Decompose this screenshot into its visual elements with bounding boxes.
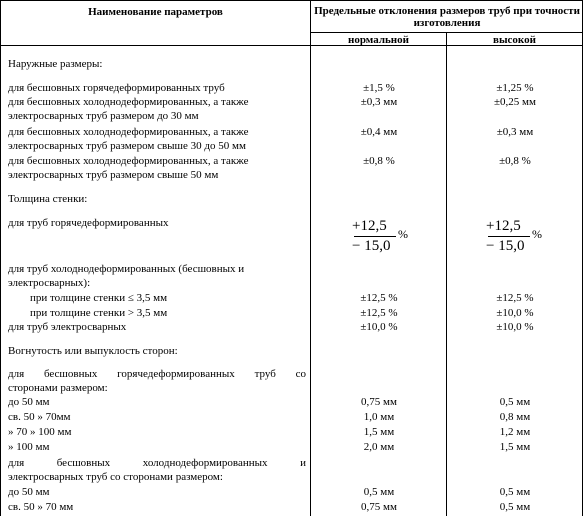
param-row-text: св. 50 » 70 мм: [8, 501, 74, 513]
param-row-text: для труб холоднодеформированных (бесшовных и: [8, 263, 245, 275]
section-wall-thickness: Толщина стенки:: [8, 193, 88, 205]
column-divider-params: [310, 0, 311, 516]
param-row-text: сторонами размером:: [8, 382, 108, 394]
param-row-text: для бесшовных горячедеформированных труб: [8, 82, 225, 94]
param-row-text: для бесшовных холоднодеформированных, а также: [8, 96, 249, 108]
fraction-high: [486, 218, 583, 258]
param-row-text: для бесшовных холоднодеформированных, а также: [8, 155, 249, 167]
header-high: высокой: [493, 34, 536, 46]
high-value: ±1,25 %: [496, 82, 534, 94]
param-row-text: для бесшовных холоднодеформированных и: [8, 457, 306, 469]
normal-value: ±1,5 %: [363, 82, 395, 94]
param-row-text: для бесшовных горячедеформированных труб со: [8, 368, 306, 380]
param-row-text: электросварных труб размером свыше 30 до 50 мм: [8, 140, 246, 152]
fraction-bar: [354, 236, 396, 237]
normal-value: 1,5 мм: [363, 426, 395, 438]
high-value: ±0,3 мм: [496, 126, 534, 138]
table-border-left: [0, 0, 1, 516]
param-row-text: до 50 мм: [8, 486, 50, 498]
high-value: ±0,8 %: [499, 155, 531, 167]
fraction-bar: [488, 236, 530, 237]
param-row-text: для труб электросварных: [8, 321, 127, 333]
high-value: 0,8 мм: [499, 411, 531, 423]
high-value: 0,5 мм: [499, 501, 531, 513]
normal-value: ±0,8 %: [363, 155, 395, 167]
param-row-text: электросварных труб размером до 30 мм: [8, 110, 199, 122]
normal-value: ±0,4 мм: [360, 126, 398, 138]
param-row-text: электросварных):: [8, 277, 91, 289]
high-value: ±10,0 %: [496, 307, 534, 319]
normal-value: ±12,5 %: [360, 292, 398, 304]
fraction-lower: − 15,0: [486, 238, 525, 254]
header-divider-subcolumns: [310, 32, 583, 33]
normal-value: 0,75 мм: [361, 396, 397, 408]
fraction-unit: %: [398, 227, 408, 241]
fraction-unit: %: [532, 227, 542, 241]
param-row-text: для бесшовных холоднодеформированных, а также: [8, 126, 249, 138]
high-value: ±12,5 %: [496, 292, 534, 304]
normal-value: ±10,0 %: [360, 321, 398, 333]
param-row-text: электросварных труб размером свыше 50 мм: [8, 169, 219, 181]
normal-value: 0,5 мм: [363, 486, 395, 498]
normal-value: ±12,5 %: [360, 307, 398, 319]
param-row-text: до 50 мм: [8, 396, 50, 408]
header-deviation: Предельные отклонения размеров труб при точности изготовления: [314, 5, 580, 29]
header-normal: нормальной: [348, 34, 409, 46]
param-row-text: св. 50 » 70мм: [8, 411, 71, 423]
column-divider-accuracy: [446, 32, 447, 516]
normal-value: ±0,3 мм: [360, 96, 398, 108]
normal-value: 2,0 мм: [363, 441, 395, 453]
section-outer-dimensions: Наружные размеры:: [8, 58, 103, 70]
high-value: 1,5 мм: [499, 441, 531, 453]
fraction-normal: [352, 218, 472, 258]
header-params: Наименование параметров: [88, 6, 223, 18]
normal-value: 1,0 мм: [363, 411, 395, 423]
param-row-text: при толщине стенки ≤ 3,5 мм: [30, 292, 168, 304]
fraction-upper: +12,5: [486, 218, 521, 234]
high-value: 0,5 мм: [499, 486, 531, 498]
table-border-top: [0, 0, 583, 1]
param-row-text: электросварных труб со сторонами размером:: [8, 471, 223, 483]
fraction-upper: +12,5: [352, 218, 387, 234]
high-value: 0,5 мм: [499, 396, 531, 408]
high-value: 1,2 мм: [499, 426, 531, 438]
param-row-text: » 70 » 100 мм: [8, 426, 72, 438]
param-row-text: » 100 мм: [8, 441, 50, 453]
high-value: ±0,25 мм: [494, 96, 536, 108]
fraction-lower: − 15,0: [352, 238, 391, 254]
param-row-text: при толщине стенки > 3,5 мм: [30, 307, 168, 319]
normal-value: 0,75 мм: [361, 501, 397, 513]
param-row-text: для труб горячедеформированных: [8, 217, 169, 229]
section-concavity: Вогнутость или выпуклость сторон:: [8, 345, 178, 357]
high-value: ±10,0 %: [496, 321, 534, 333]
